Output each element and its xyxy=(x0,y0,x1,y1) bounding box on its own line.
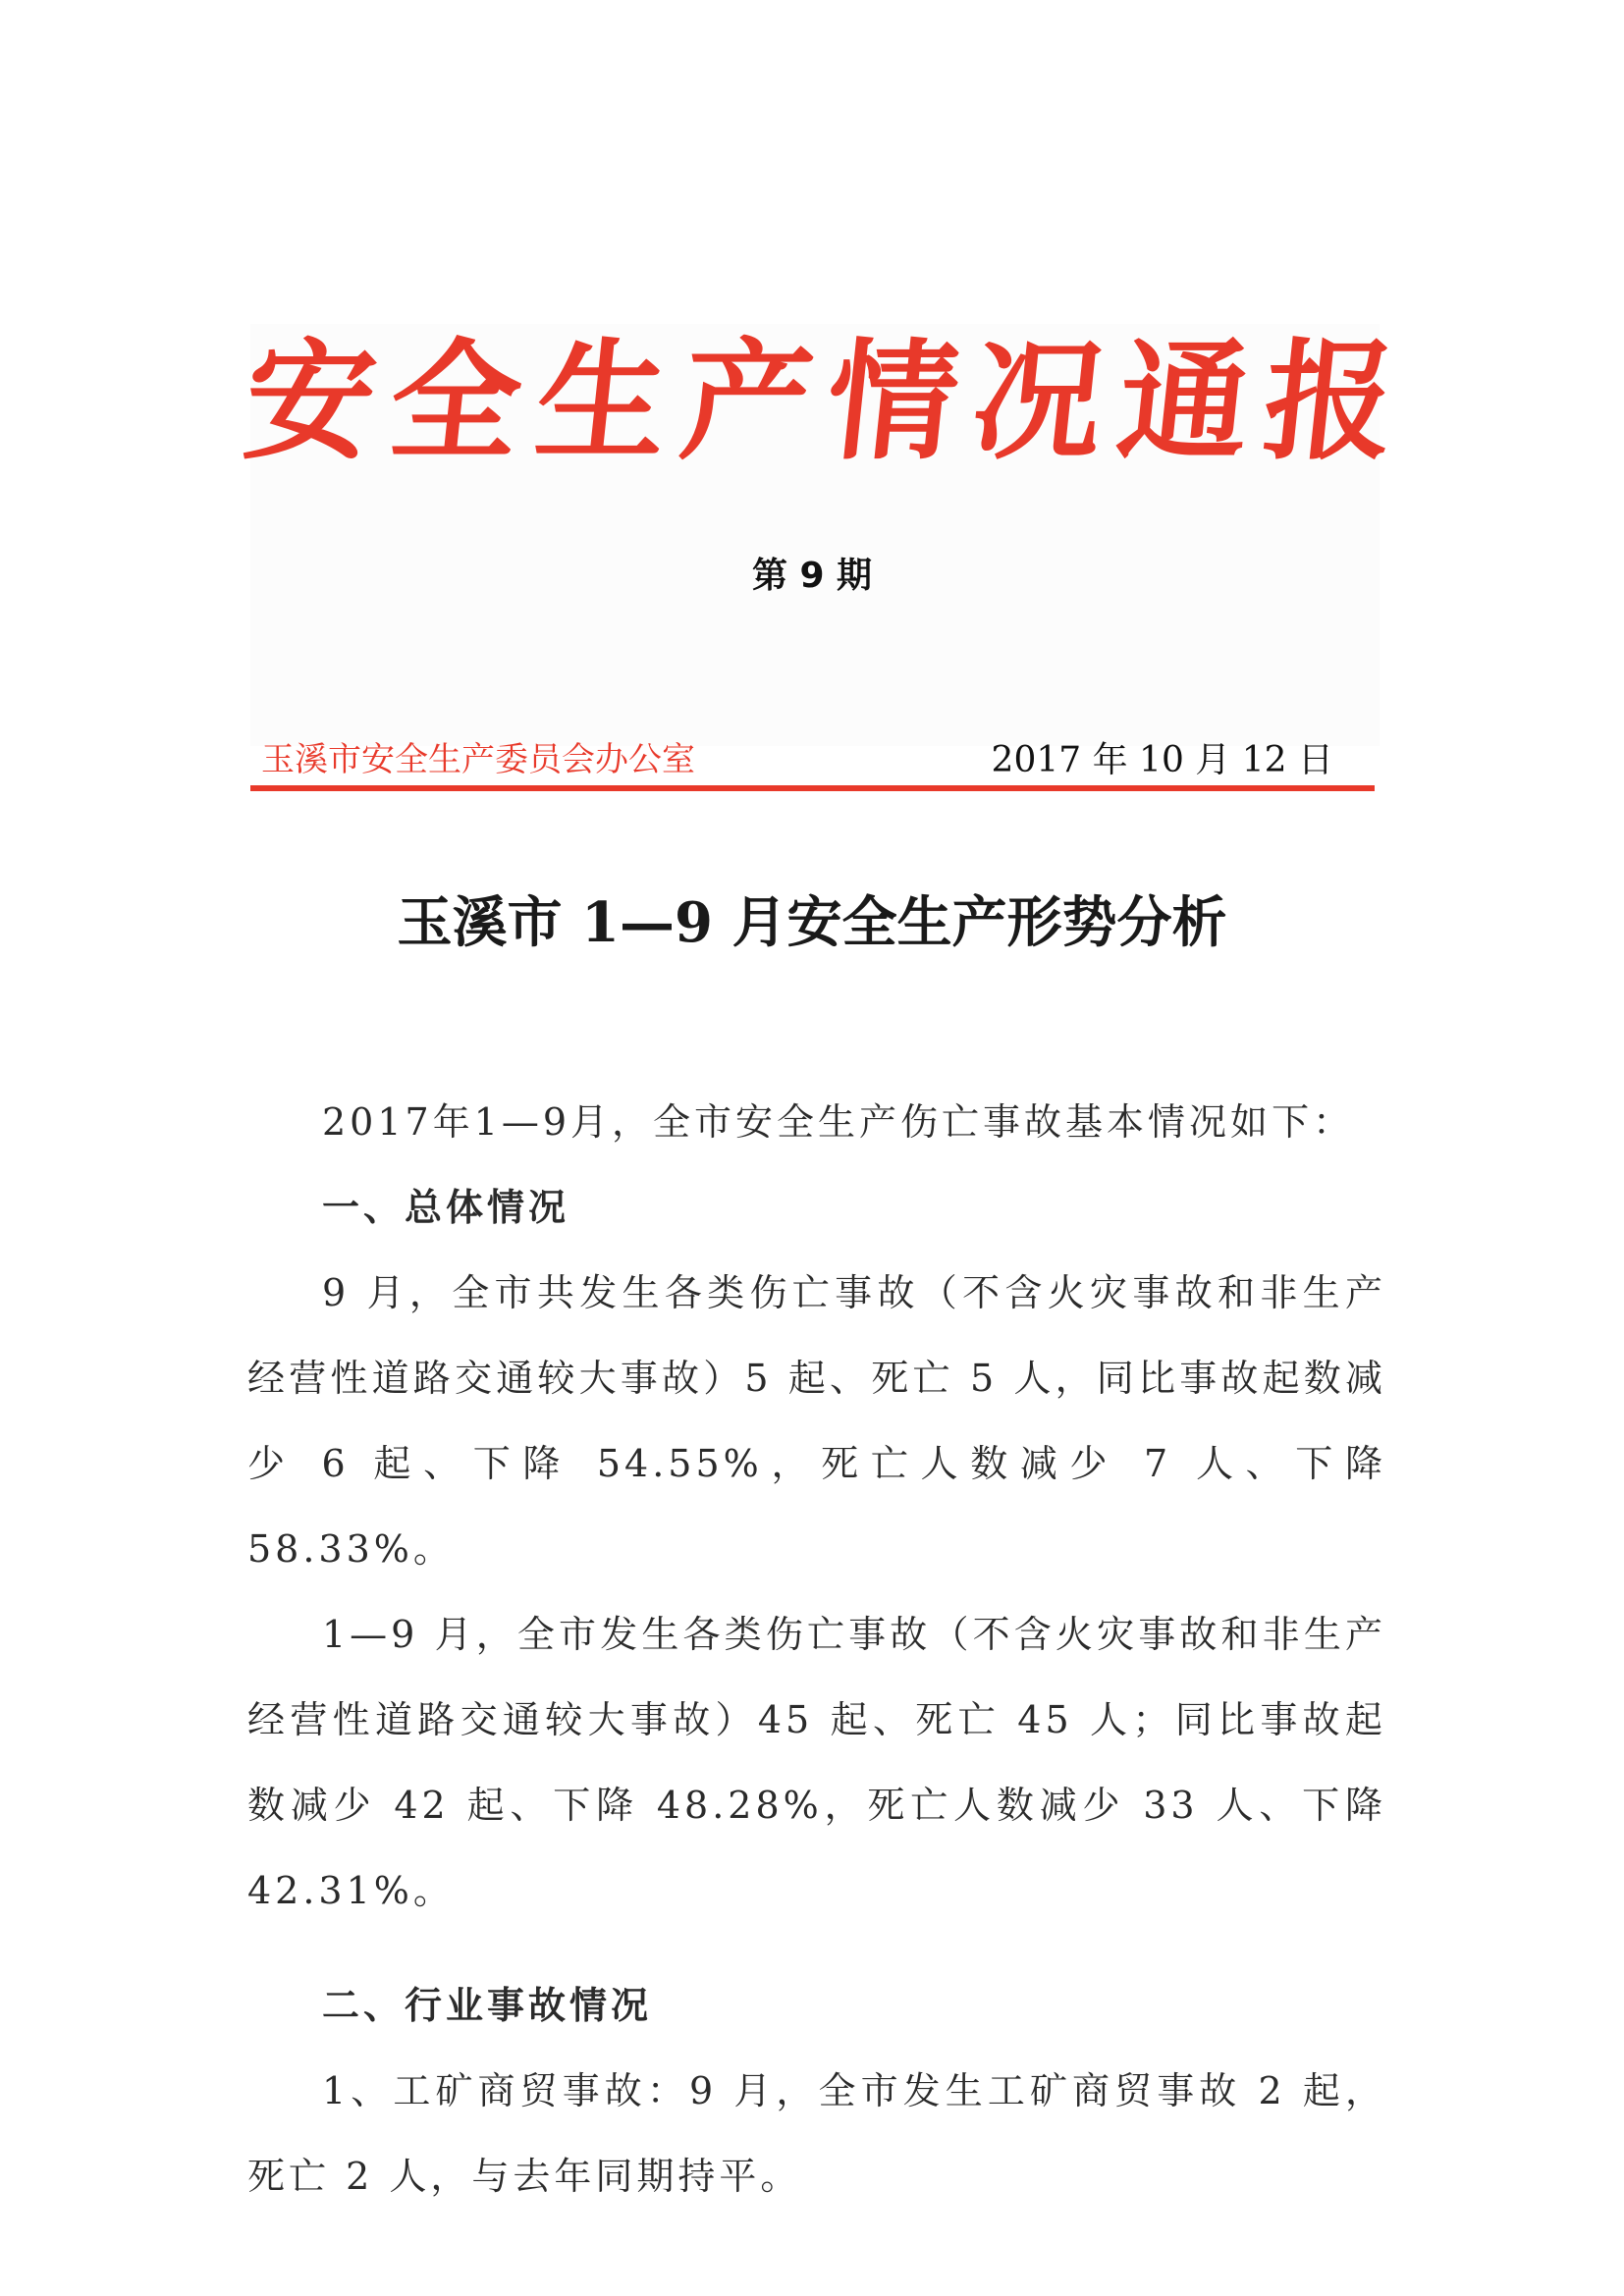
paragraph: 9 月，全市共发生各类伤亡事故（不含火灾事故和非生产经营性道路交通较大事故）5 起、死亡 5 人，同比事故起数减少 6 起、下降 54.55%，死亡人数减少 7 人、下降 58.33%。 xyxy=(247,1271,1386,1571)
masthead-char: 情 xyxy=(820,326,966,478)
masthead-char: 产 xyxy=(674,326,821,478)
intro-paragraph: 2017年1—9月，全市安全生产伤亡事故基本情况如下： xyxy=(322,1100,1355,1144)
document-title: 玉溪市 1—9 月安全生产形势分析 xyxy=(397,890,1227,955)
masthead-char: 报 xyxy=(1256,326,1403,478)
masthead-char: 生 xyxy=(528,326,675,478)
issue-number: 第 9 期 xyxy=(751,556,873,596)
masthead-char: 况 xyxy=(965,326,1111,478)
issuing-office: 玉溪市安全生产委员会办公室 xyxy=(261,740,695,779)
masthead-char: 安 xyxy=(237,326,384,478)
red-divider xyxy=(250,785,1375,791)
masthead-title xyxy=(237,319,1403,486)
section-heading: 一、总体情况 xyxy=(322,1186,570,1229)
paragraph: 1—9 月，全市发生各类伤亡事故（不含火灾事故和非生产经营性道路交通较大事故）45 起、死亡 45 人；同比事故起数减少 42 起、下降 48.28%，死亡人数减少 33 人、下降 42.31%。 xyxy=(247,1613,1386,1912)
section-heading: 二、行业事故情况 xyxy=(322,1984,653,2027)
paragraph: 1、工矿商贸事故：9 月，全市发生工矿商贸事故 2 起，死亡 2 人，与去年同期持平。 xyxy=(247,2069,1386,2198)
masthead-char: 全 xyxy=(383,326,529,478)
spacer xyxy=(247,1934,1386,1963)
document-body xyxy=(247,1080,1386,2219)
issue-date: 2017 年 10 月 12 日 xyxy=(991,740,1333,780)
masthead-char: 通 xyxy=(1110,326,1257,478)
